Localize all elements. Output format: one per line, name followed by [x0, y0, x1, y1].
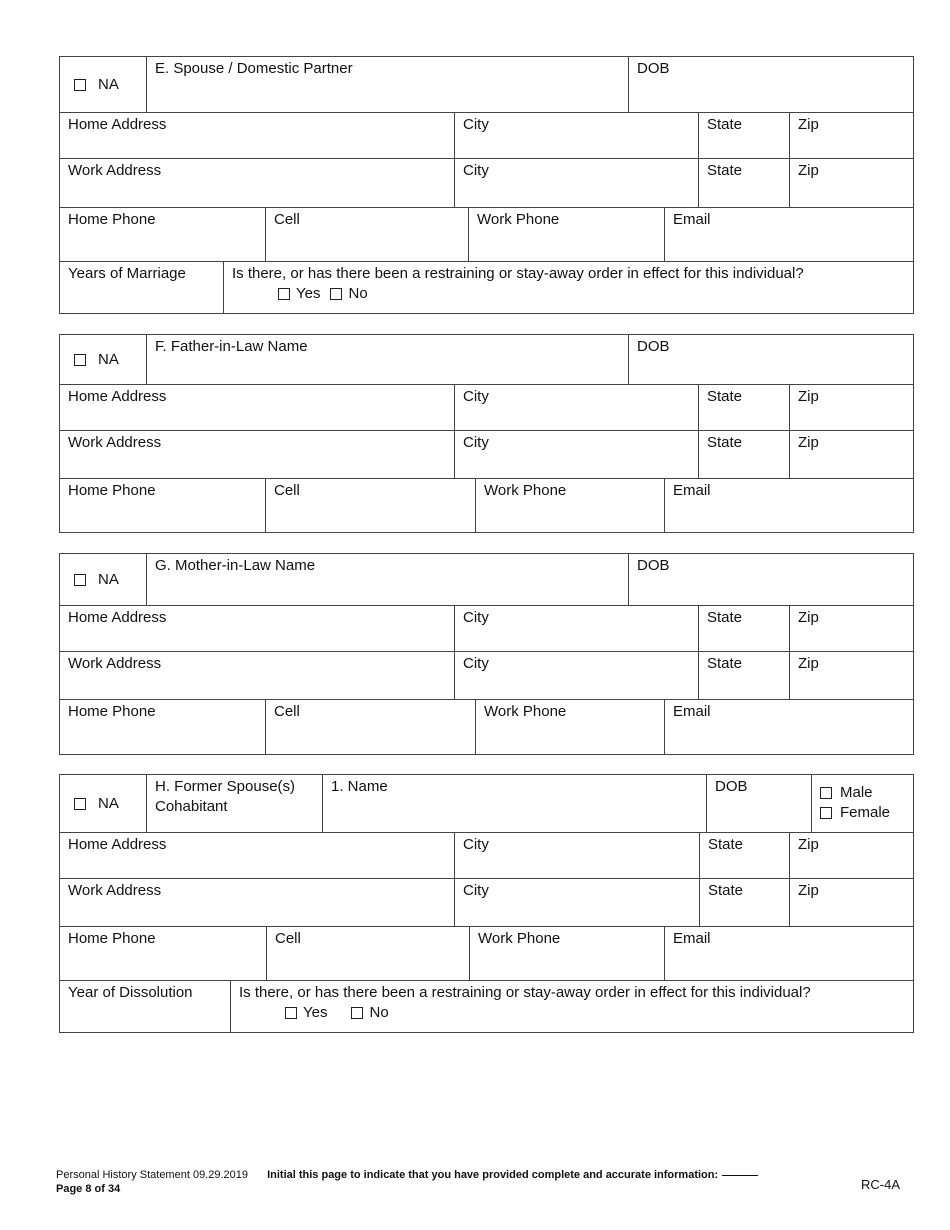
g-email-label: Email: [673, 703, 711, 720]
e-home-address-field[interactable]: [60, 113, 454, 158]
f-work-address-field[interactable]: [60, 431, 454, 478]
e-marriage-row: [60, 262, 913, 313]
h-work-address-row: [60, 879, 913, 927]
e-work-phone-field[interactable]: [468, 208, 664, 261]
g-work-state-field[interactable]: [698, 652, 789, 699]
e-dob-label: DOB: [637, 60, 670, 77]
h-work-address-field[interactable]: [60, 879, 454, 926]
h-female-checkbox[interactable]: [820, 807, 832, 819]
g-work-address-field[interactable]: [60, 652, 454, 699]
g-home-address-label: Home Address: [68, 609, 167, 626]
h-title-line1: H. Former Spouse(s): [155, 778, 296, 795]
h-male-label: Male: [840, 784, 873, 801]
f-cell-label: Cell: [274, 482, 300, 499]
e-cell-field[interactable]: [265, 208, 468, 261]
page-footer: [56, 1168, 758, 1196]
f-phone-row: [60, 479, 913, 532]
e-work-address-row: [60, 159, 913, 208]
h-year-dissolution-label: Year of Dissolution: [68, 984, 193, 1001]
e-home-state-field[interactable]: [698, 113, 789, 158]
f-dob-field[interactable]: [628, 335, 913, 384]
h-home-state-field[interactable]: [699, 833, 789, 878]
h-na-label: NA: [98, 794, 119, 812]
footer-statement: Personal History Statement 09.29.2019: [56, 1169, 249, 1181]
e-yes-label: Yes: [296, 285, 321, 302]
e-years-marriage-label: Years of Marriage: [68, 265, 186, 282]
f-na-label: NA: [98, 350, 119, 368]
h-work-zip-label: Zip: [798, 882, 819, 899]
g-work-zip-field[interactable]: [789, 652, 913, 699]
e-work-state-field[interactable]: [698, 159, 789, 207]
e-home-phone-field[interactable]: [60, 208, 265, 261]
h-restraining-question: Is there, or has there been a restraining or stay-away order in effect for this individual?: [239, 984, 811, 1001]
h-yes-label: Yes: [303, 1004, 328, 1021]
h-work-city-label: City: [463, 882, 489, 899]
g-home-address-field[interactable]: [60, 606, 454, 651]
h-no-checkbox[interactable]: [351, 1007, 363, 1019]
g-title: G. Mother-in-Law Name: [155, 557, 316, 574]
g-home-state-label: State: [707, 609, 743, 626]
f-work-zip-label: Zip: [798, 434, 819, 451]
g-home-state-field[interactable]: [698, 606, 789, 651]
e-na-checkbox[interactable]: [74, 79, 86, 91]
h-name-label: 1. Name: [331, 778, 388, 795]
h-restraining-cell: [230, 981, 913, 1032]
h-yes-checkbox[interactable]: [285, 1007, 297, 1019]
h-home-state-label: State: [708, 836, 744, 853]
h-home-zip-label: Zip: [798, 836, 819, 853]
e-home-zip-field[interactable]: [789, 113, 913, 158]
section-e-spouse: [59, 56, 914, 314]
g-phone-row: [60, 700, 913, 754]
g-work-phone-label: Work Phone: [484, 703, 567, 720]
g-dob-label: DOB: [637, 557, 670, 574]
e-work-state-label: State: [707, 162, 743, 179]
g-home-phone-label: Home Phone: [68, 703, 156, 720]
g-work-zip-label: Zip: [798, 655, 819, 672]
h-home-phone-label: Home Phone: [68, 930, 156, 947]
f-email-field[interactable]: [664, 479, 913, 532]
initial-line-field[interactable]: [722, 1175, 758, 1176]
f-home-address-row: [60, 385, 913, 431]
g-work-city-label: City: [463, 655, 489, 672]
g-na-checkbox[interactable]: [74, 574, 86, 586]
g-email-field[interactable]: [664, 700, 913, 754]
e-home-address-label: Home Address: [68, 116, 167, 133]
e-phone-row: [60, 208, 913, 262]
f-work-address-row: [60, 431, 913, 479]
f-email-label: Email: [673, 482, 711, 499]
h-name-field[interactable]: [322, 775, 706, 832]
h-female-label: Female: [840, 804, 891, 821]
e-cell-label: Cell: [274, 211, 300, 228]
e-no-checkbox[interactable]: [330, 288, 342, 300]
f-home-address-label: Home Address: [68, 388, 167, 405]
e-years-marriage-field[interactable]: [60, 262, 223, 313]
h-cell-label: Cell: [275, 930, 301, 947]
f-home-city-label: City: [463, 388, 489, 405]
h-na-cell: [60, 775, 146, 832]
h-dissolution-row: [60, 981, 913, 1032]
h-work-address-label: Work Address: [68, 882, 162, 899]
g-home-zip-field[interactable]: [789, 606, 913, 651]
h-no-label: No: [369, 1004, 389, 1021]
h-home-address-label: Home Address: [68, 836, 167, 853]
e-na-cell: [60, 57, 146, 112]
f-work-address-label: Work Address: [68, 434, 162, 451]
f-home-phone-field[interactable]: [60, 479, 265, 532]
g-name-row: [60, 554, 913, 606]
e-home-state-label: State: [707, 116, 743, 133]
h-work-city-field[interactable]: [454, 879, 699, 926]
e-home-city-field[interactable]: [454, 113, 698, 158]
g-work-city-field[interactable]: [454, 652, 698, 699]
e-home-zip-label: Zip: [798, 116, 819, 133]
e-work-phone-label: Work Phone: [477, 211, 560, 228]
h-work-zip-field[interactable]: [789, 879, 913, 926]
g-home-city-field[interactable]: [454, 606, 698, 651]
g-home-zip-label: Zip: [798, 609, 819, 626]
g-cell-field[interactable]: [265, 700, 475, 754]
f-work-phone-field[interactable]: [475, 479, 664, 532]
f-home-address-field[interactable]: [60, 385, 454, 430]
h-work-state-field[interactable]: [699, 879, 789, 926]
f-home-city-field[interactable]: [454, 385, 698, 430]
f-home-zip-label: Zip: [798, 388, 819, 405]
f-work-city-field[interactable]: [454, 431, 698, 478]
h-home-zip-field[interactable]: [789, 833, 913, 878]
g-home-address-row: [60, 606, 913, 652]
h-home-city-field[interactable]: [454, 833, 699, 878]
h-home-phone-field[interactable]: [60, 927, 266, 980]
f-work-zip-field[interactable]: [789, 431, 913, 478]
f-title: F. Father-in-Law Name: [155, 338, 308, 355]
g-dob-field[interactable]: [628, 554, 913, 605]
f-work-state-field[interactable]: [698, 431, 789, 478]
h-home-address-row: [60, 833, 913, 879]
e-restraining-question: Is there, or has there been a restraining or stay-away order in effect for this individual?: [232, 265, 804, 282]
e-name-row: [60, 57, 913, 113]
f-na-cell: [60, 335, 146, 384]
f-cell-field[interactable]: [265, 479, 475, 532]
h-na-checkbox[interactable]: [74, 798, 86, 810]
e-work-address-label: Work Address: [68, 162, 162, 179]
h-gender-cell: [811, 775, 913, 832]
f-na-checkbox[interactable]: [74, 354, 86, 366]
g-home-phone-field[interactable]: [60, 700, 265, 754]
e-name-field[interactable]: [146, 57, 628, 112]
f-home-phone-label: Home Phone: [68, 482, 156, 499]
e-work-zip-field[interactable]: [789, 159, 913, 207]
e-work-zip-label: Zip: [798, 162, 819, 179]
h-phone-row: [60, 927, 913, 981]
form-code: RC-4A: [861, 1177, 901, 1192]
h-title-line2: Cohabitant: [155, 798, 228, 815]
f-home-zip-field[interactable]: [789, 385, 913, 430]
g-name-field[interactable]: [146, 554, 628, 605]
e-home-phone-label: Home Phone: [68, 211, 156, 228]
h-male-checkbox[interactable]: [820, 787, 832, 799]
f-name-row: [60, 335, 913, 385]
g-work-address-row: [60, 652, 913, 700]
f-home-state-field[interactable]: [698, 385, 789, 430]
h-email-label: Email: [673, 930, 711, 947]
h-name-row: [60, 775, 913, 833]
e-dob-field[interactable]: [628, 57, 913, 112]
section-f-father-in-law: [59, 334, 914, 533]
h-home-city-label: City: [463, 836, 489, 853]
e-email-field[interactable]: [664, 208, 913, 261]
footer-page-number: Page 8 of 34: [56, 1183, 121, 1195]
e-work-city-field[interactable]: [454, 159, 698, 207]
f-dob-label: DOB: [637, 338, 670, 355]
f-work-phone-label: Work Phone: [484, 482, 567, 499]
g-work-state-label: State: [707, 655, 743, 672]
g-work-phone-field[interactable]: [475, 700, 664, 754]
e-work-address-field[interactable]: [60, 159, 454, 207]
f-home-state-label: State: [707, 388, 743, 405]
e-work-city-label: City: [463, 162, 489, 179]
h-email-field[interactable]: [664, 927, 913, 980]
section-g-mother-in-law: [59, 553, 914, 755]
e-restraining-cell: [223, 262, 913, 313]
h-title-cell: [146, 775, 322, 832]
e-title: E. Spouse / Domestic Partner: [155, 60, 353, 77]
f-work-city-label: City: [463, 434, 489, 451]
e-email-label: Email: [673, 211, 711, 228]
footer-initial-text: Initial this page to indicate that you have provided complete and accurate information:: [267, 1169, 719, 1181]
h-work-phone-label: Work Phone: [478, 930, 561, 947]
g-home-city-label: City: [463, 609, 489, 626]
h-work-state-label: State: [708, 882, 744, 899]
g-work-address-label: Work Address: [68, 655, 162, 672]
h-work-phone-field[interactable]: [469, 927, 664, 980]
f-work-state-label: State: [707, 434, 743, 451]
g-cell-label: Cell: [274, 703, 300, 720]
e-yes-checkbox[interactable]: [278, 288, 290, 300]
h-dob-label: DOB: [715, 778, 748, 795]
e-home-address-row: [60, 113, 913, 159]
h-year-dissolution-field[interactable]: [60, 981, 230, 1032]
f-name-field[interactable]: [146, 335, 628, 384]
h-home-address-field[interactable]: [60, 833, 454, 878]
g-na-label: NA: [98, 570, 119, 588]
h-cell-field[interactable]: [266, 927, 469, 980]
e-no-label: No: [348, 285, 368, 302]
g-na-cell: [60, 554, 146, 605]
e-home-city-label: City: [463, 116, 489, 133]
h-dob-field[interactable]: [706, 775, 811, 832]
e-na-label: NA: [98, 75, 119, 93]
section-h-former-spouse: [59, 774, 914, 1033]
